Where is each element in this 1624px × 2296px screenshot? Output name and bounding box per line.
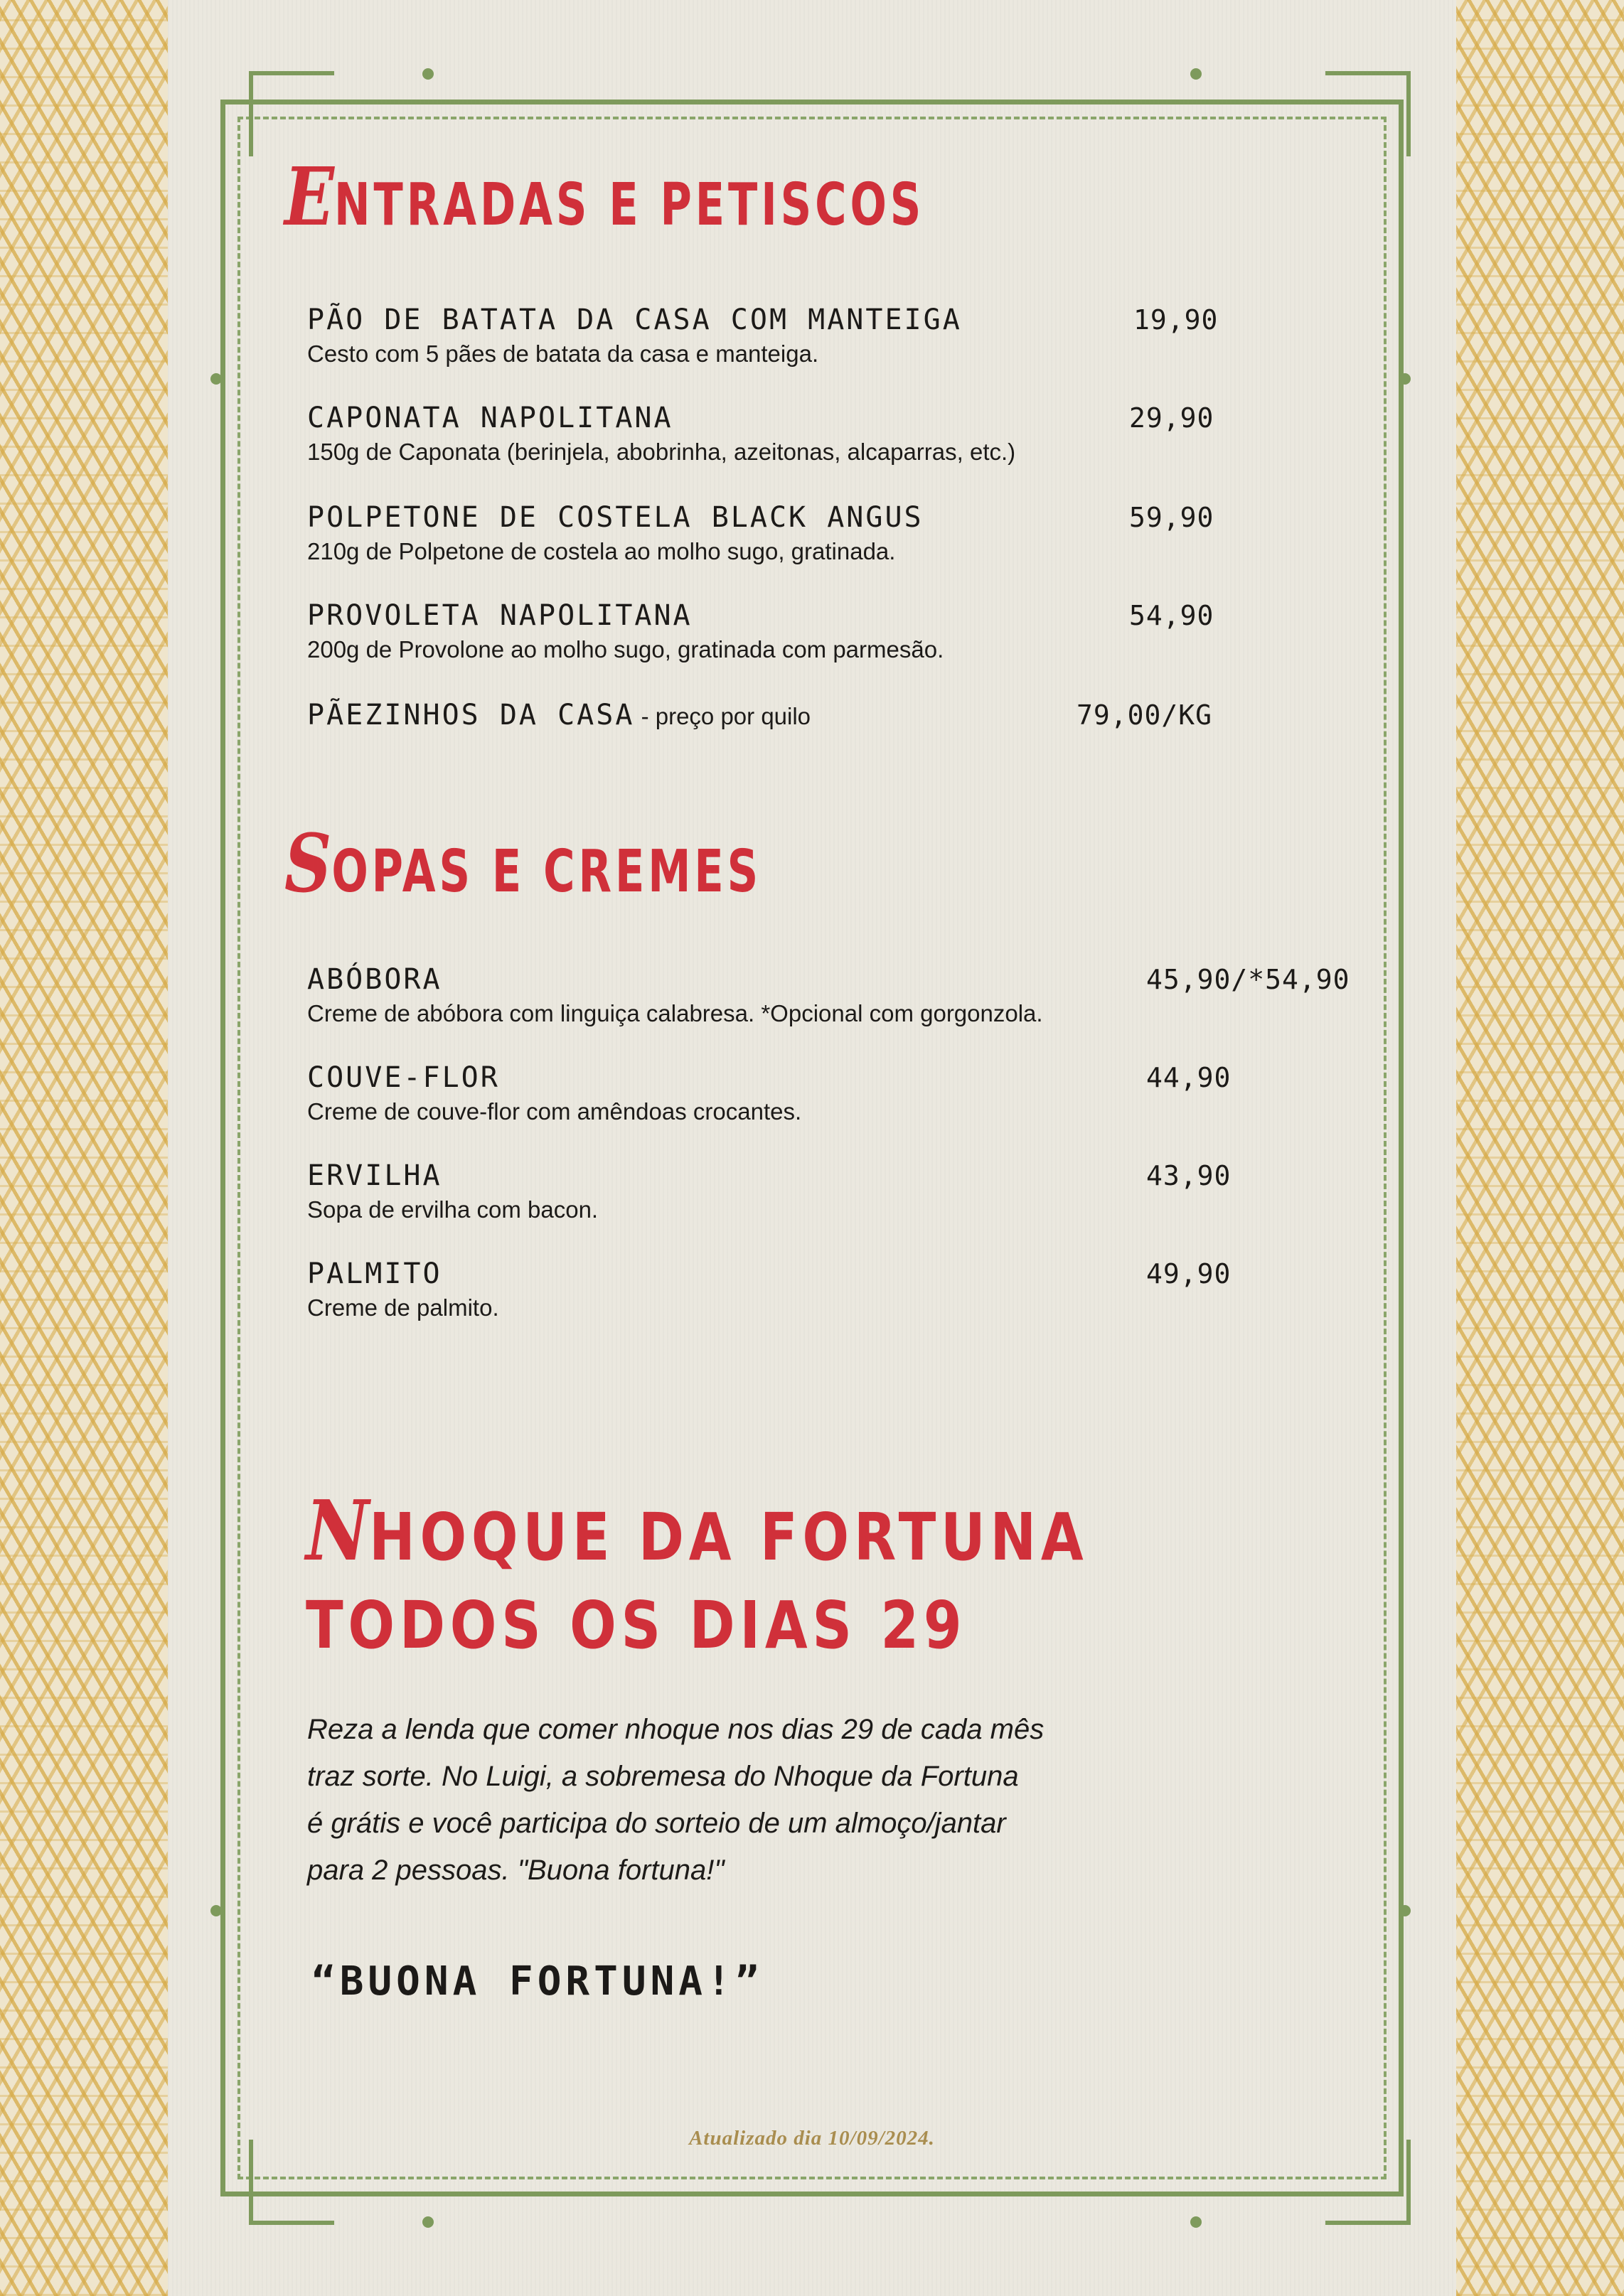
menu-item — [307, 402, 1374, 466]
nhoque-text-line: é grátis e você participa do sorteio de um almoço/jantar — [307, 1808, 1006, 1839]
frame-corner-ornament — [1325, 71, 1411, 156]
item-name: PÃEZINHOS DA CASA - preço por quilo — [307, 699, 811, 731]
item-price: 29,90 — [1129, 402, 1214, 434]
item-price: 19,90 — [1133, 304, 1219, 336]
item-price: 79,00/KG — [1077, 699, 1213, 731]
right-decorative-pattern — [1456, 0, 1624, 2296]
frame-knob — [210, 373, 222, 385]
frame-knob — [1190, 2216, 1202, 2228]
frame-knob — [210, 1905, 222, 1916]
item-name: COUVE-FLOR — [307, 1061, 500, 1094]
menu-item — [307, 964, 1374, 1028]
nhoque-text-line: para 2 pessoas. "Buona fortuna!" — [307, 1855, 725, 1886]
item-name: POLPETONE DE COSTELA BLACK ANGUS — [307, 501, 924, 534]
nhoque-text-line: traz sorte. No Luigi, a sobremesa do Nhoque da Fortuna — [307, 1761, 1019, 1792]
menu-item — [307, 1258, 1374, 1322]
menu-item — [307, 1160, 1374, 1224]
frame-knob — [422, 2216, 434, 2228]
menu-item — [307, 1062, 1374, 1126]
item-description: 210g de Polpetone de costela ao molho sugo, gratinada. — [307, 538, 896, 564]
menu-item — [307, 699, 1374, 731]
item-price: 54,90 — [1129, 600, 1214, 631]
updated-date: Atualizado dia 10/09/2024. — [689, 2127, 935, 2150]
section-title-sopas: SOPAS E CREMES — [284, 817, 762, 911]
frame-corner-ornament — [1325, 2140, 1411, 2225]
menu-item — [307, 304, 1374, 368]
item-price-note: - preço por quilo — [634, 703, 811, 729]
item-description: Creme de couve-flor com amêndoas crocantes. — [307, 1098, 802, 1125]
item-price: 59,90 — [1129, 502, 1214, 533]
nhoque-text-line: Reza a lenda que comer nhoque nos dias 29 de cada mês — [307, 1714, 1045, 1745]
nhoque-title — [306, 1479, 1088, 1668]
nhoque-title-line1: NHOQUE DA FORTUNA — [306, 1483, 1089, 1579]
item-price: 49,90 — [1146, 1258, 1232, 1289]
item-name: ABÓBORA — [307, 963, 442, 996]
frame-corner-ornament — [249, 71, 334, 156]
item-name: PROVOLETA NAPOLITANA — [307, 599, 693, 632]
frame-knob — [1190, 68, 1202, 80]
item-price: 44,90 — [1146, 1062, 1232, 1093]
item-name: CAPONATA NAPOLITANA — [307, 402, 673, 434]
item-price: 43,90 — [1146, 1160, 1232, 1191]
nhoque-title-line2: TODOS OS DIAS 29 — [306, 1587, 967, 1664]
frame-knob — [1399, 1905, 1411, 1916]
item-description: 200g de Provolone ao molho sugo, gratinada com parmesão. — [307, 636, 944, 662]
item-name: PÃO DE BATATA DA CASA COM MANTEIGA — [307, 304, 962, 336]
frame-knob — [422, 68, 434, 80]
menu-item — [307, 502, 1374, 566]
item-name: ERVILHA — [307, 1159, 442, 1192]
item-price: 45,90/*54,90 — [1146, 964, 1350, 995]
nhoque-description — [307, 1706, 1203, 1894]
item-description: Cesto com 5 pães de batata da casa e manteiga. — [307, 340, 819, 367]
frame-corner-ornament — [249, 2140, 334, 2225]
item-description: Sopa de ervilha com bacon. — [307, 1196, 599, 1223]
item-description: 150g de Caponata (berinjela, abobrinha, azeitonas, alcaparras, etc.) — [307, 439, 1016, 465]
section-title-entradas: ENTRADAS E PETISCOS — [284, 151, 925, 244]
item-description: Creme de palmito. — [307, 1294, 499, 1321]
frame-knob — [1399, 373, 1411, 385]
slogan: “BUONA FORTUNA!” — [311, 1958, 764, 2005]
item-name: PALMITO — [307, 1257, 442, 1290]
left-decorative-pattern — [0, 0, 168, 2296]
menu-item — [307, 600, 1374, 664]
item-description: Creme de abóbora com linguiça calabresa. *Opcional com gorgonzola. — [307, 1000, 1043, 1026]
